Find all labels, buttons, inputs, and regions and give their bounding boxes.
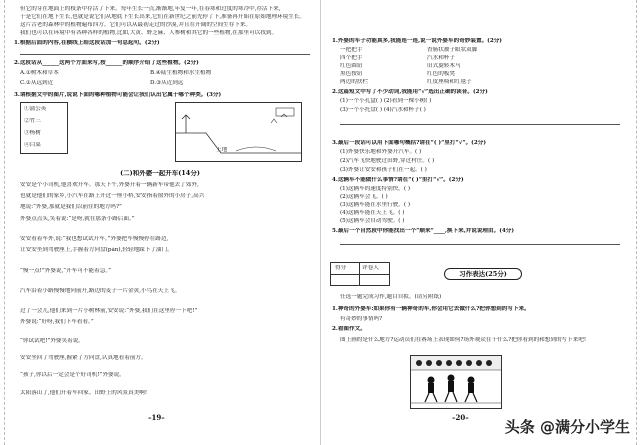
writing-prompt-1b: 有奇妙的事情吗?: [340, 316, 383, 322]
grader-label: 评卷人: [362, 265, 379, 271]
story-line: 安安坐回了驾驶座,握紧了方向盘,认真地看着前方。: [20, 355, 147, 361]
race-illustration: [410, 355, 502, 409]
page-number: –20–: [452, 413, 469, 422]
match-right: 红色的板凳: [427, 71, 455, 77]
option: B.④陆生植物和水生植物: [150, 70, 212, 76]
question-2: 2.这篇短文中写了不少动词,我能用“√”选出正确的读音。(2分): [332, 89, 488, 95]
section-title: 习作表达(25分): [444, 268, 522, 280]
match-left: 两边的扶栏: [340, 79, 368, 85]
story-line: 外婆说:“好呀,我们下车看看。”: [20, 319, 94, 325]
match-left: 黑色按钮: [340, 71, 363, 77]
story-line: 地说:“外婆,那就是我们以前住的地方吗?”: [20, 204, 122, 210]
story-line: 让安安坐到驾驶座上,手握着方向盘(pán),轻轻地踩下了油门。: [20, 247, 173, 253]
story-line: “孩子,你以后一定会是个好司机!”外婆说。: [20, 372, 125, 378]
answer-line: [340, 244, 620, 245]
writing-intro: 任选一题完成习作,题目自拟。(请另附纸): [340, 294, 442, 300]
question-1: 1.外婆的车子功能真多,我能连一连,说一说外婆车的奇妙装置。(2分): [332, 38, 502, 44]
intro-line: 但它的芽在地面上的枝条中存活了下来。每年生长一点,渐渐地,年复一年,在春寒和过度的寒冷中,存活下来,: [20, 6, 281, 12]
question-1: 1.根据后面的内容,在横线上给这段话加一句总起句。(2分): [14, 40, 160, 46]
option: C.①从远到近: [20, 80, 54, 86]
section-title: (二)和外婆一起开车(14分): [120, 170, 200, 177]
q3-item: (2)汽车飞快地驶过田野,穿过村庄。( ): [340, 158, 435, 164]
match-right: 汽水和杯子: [427, 55, 455, 61]
q3-item: (1)外婆快乐地和外婆开汽车。( ): [340, 149, 422, 155]
story-line: “你试试吧!”外婆笑着说。: [20, 338, 84, 344]
story-line: 太阳落山了,他们开着车回家。田野上的风景真美啊!: [20, 390, 148, 396]
match-left: 四个把手: [340, 55, 363, 61]
story-line: 安安是个小司机,他喜欢开车。那天下午,外婆开着一辆新车带他去了郊外,: [20, 182, 199, 188]
story-line: 汽车沿着小路慢慢地向前开,路边的麦子一片金黄,小鸟在天上飞。: [20, 288, 181, 294]
story-line: 过了一会儿,他们来到一片小树林前,安安说:“外婆,我们在这里停一下吧!”: [20, 308, 198, 314]
option: A.①树木和草本: [20, 70, 59, 76]
match-right: 红皮座椅和红毯子: [427, 79, 472, 85]
writing-prompt-2: 2.看图作文。: [332, 326, 366, 332]
question-4: 4.这辆车不能做什么事情?请在“( )”里打“√”。(2分): [332, 177, 464, 183]
q4-item: (4)这辆车能在天上飞。( ): [340, 210, 405, 216]
q4-item: (5)这辆车会自动驾驶。( ): [340, 218, 405, 224]
scene-label: 上地: [216, 147, 228, 153]
match-left: 一把把手: [340, 47, 363, 53]
question-3: 3.最后一段话可以用下面哪句概括?请在“( )”里打“√”。(2分): [332, 140, 486, 146]
question-3: 3.请根据文中的图片,说说下面的哪种植物可能会让我们认出它属于哪个种类。(3分): [14, 92, 222, 98]
landscape-drawing: [176, 103, 301, 161]
right-page: [322, 0, 640, 445]
score-label: 得分: [335, 265, 347, 271]
q4-item: (1)这辆车的速度特别快。( ): [340, 186, 411, 192]
plant-item: ③杨树: [24, 130, 41, 136]
story-line: 安安看着车外,说:“我也想试试开车。”外婆把车慢慢停在路边,: [20, 236, 169, 242]
match-right: 旧式旋转木马: [427, 63, 461, 69]
plant-item: ④白菜: [24, 142, 41, 148]
story-line: “慢一点!”外婆说,“开车可不能着急。”: [20, 268, 111, 274]
plant-item: ①蒲公英: [24, 106, 47, 112]
story-line: 外婆点点头,笑着说:“是呀,就在那条小路后面。”: [20, 216, 135, 222]
plant-list-box: [20, 102, 68, 154]
race-scene-drawing: [411, 356, 501, 408]
match-left: 红色圆钮: [340, 63, 363, 69]
answer-line: [340, 124, 620, 125]
match-right: 香肠状被子眼状双脚: [427, 47, 478, 53]
page-number: –19–: [148, 413, 165, 422]
q4-item: (3)这辆车能在水里行驶。( ): [340, 202, 411, 208]
watermark: 头条 @满分小学生: [504, 418, 630, 436]
q4-item: (2)这辆车会飞。( ): [340, 194, 388, 200]
plant-item: ②竹三: [24, 118, 41, 124]
intro-line: 我们也可以在环境中有各种各样的植物,比如,大黄、野芝麻、人参树和其它的一些植物,在那里可以找到。: [20, 30, 278, 36]
q2-item: (1)一个小孔盒( ) (2)看到一棵小树( ): [340, 98, 432, 104]
score-box: [330, 262, 390, 286]
story-line: 也就是他们的家乡,小汽车在路上开过一座小桥,安安指着窗外的小房子,高兴: [20, 193, 205, 199]
scene-illustration: [175, 102, 302, 162]
answer-line: [20, 54, 310, 55]
intro-line: 这片古老的森林中的植物遍布四方。它们可以从最初走过的沙漠,并且在开阔的空间生存下来。: [20, 22, 252, 28]
writing-prompt-1: 1.神奇的外婆车:如果你有一辆神奇的车,你会用它去做什么?把你想到的写下来。: [332, 306, 530, 312]
option: D.③从近到远: [150, 80, 184, 86]
intro-line: 于是它们在地下生长,也就是说它们从地底下生长出来,它们在新世纪之前先停了下,准备再开始在原始地理环境生长。: [20, 14, 306, 20]
writing-prompt-2-text: 图上画的是什么地方?运动员们在赛场上表现如何?场外观众在干什么?把你看到的和想到的写下来吧!: [340, 337, 587, 343]
q3-item: (3)外婆让安安和孩子们在一起。( ): [340, 167, 427, 173]
page-divider: [320, 0, 321, 445]
question-5: 5.最后一个自然段中你能找出一个“顺来”____,换下来,并说说理由。(4分): [332, 228, 514, 234]
q2-item: (3)一个小托盘( ) (4)汽水和杯子( ): [340, 107, 426, 113]
question-2: 2.这段话从______这两个方面来写,按______的顺序介绍了这些植物。(2分): [14, 60, 199, 66]
